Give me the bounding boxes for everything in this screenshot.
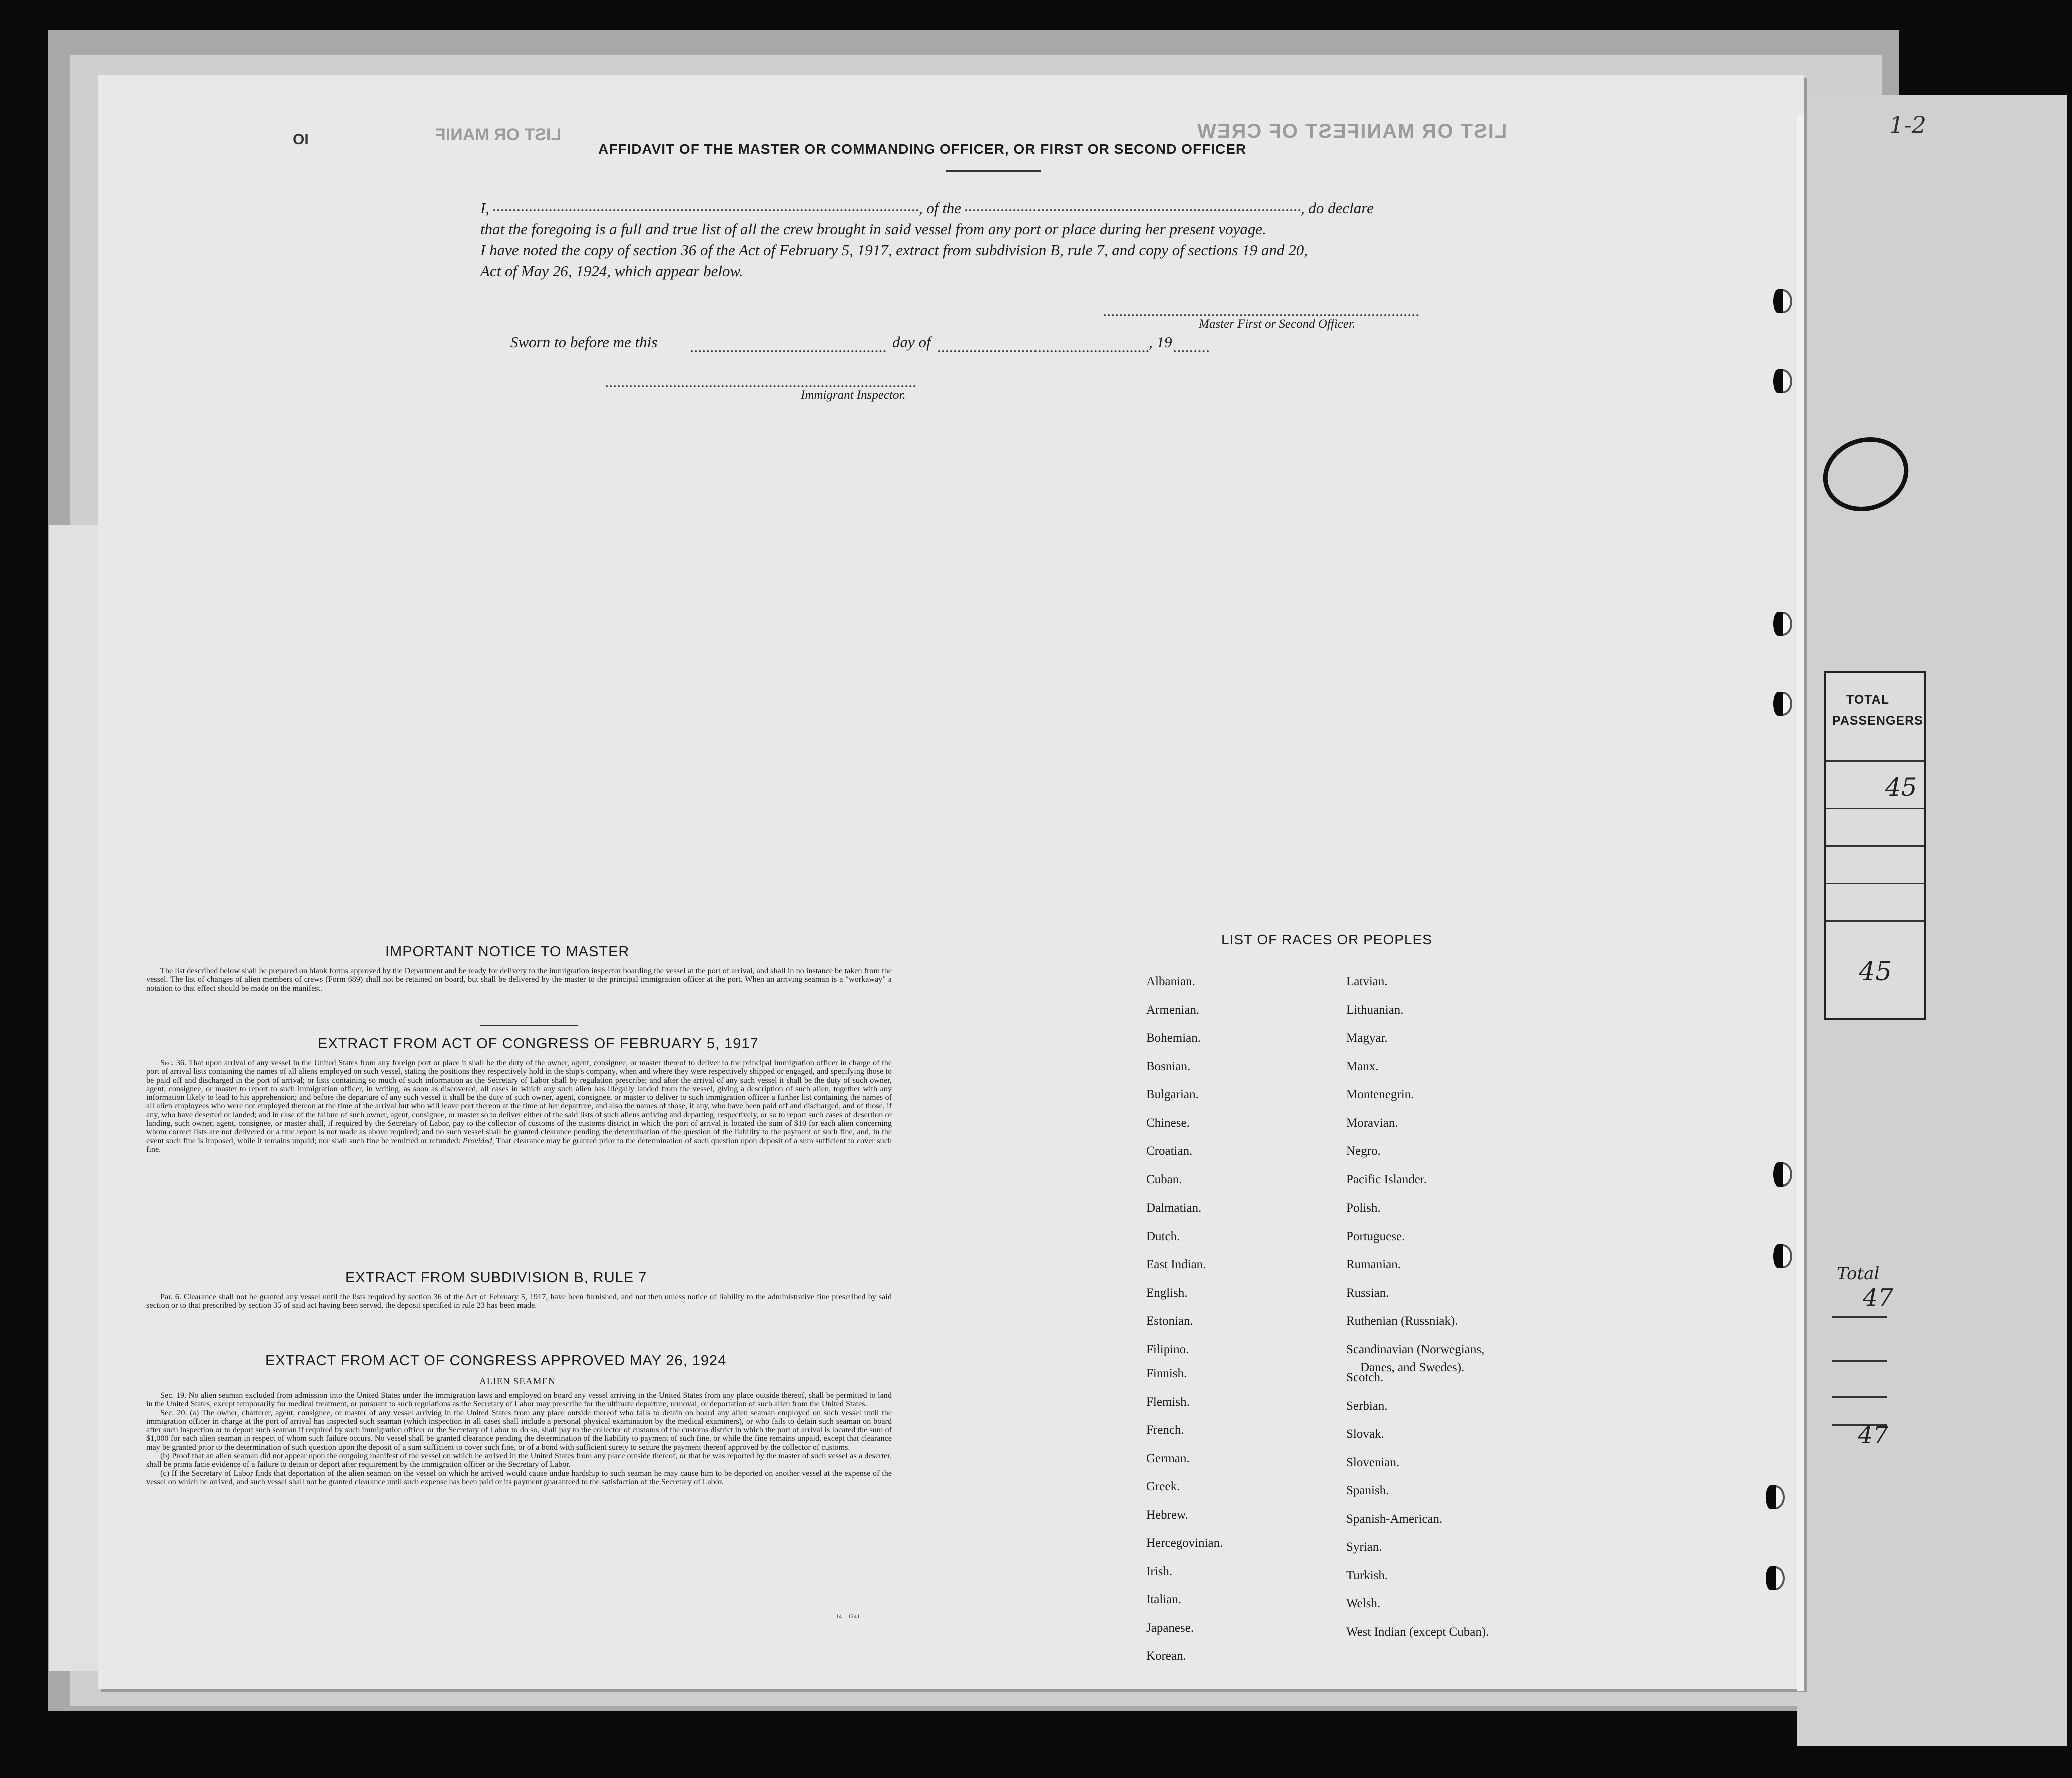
box-divider: [1826, 920, 1924, 922]
inspector-caption: Immigrant Inspector.: [801, 388, 906, 402]
section-20b-paragraph: (b) Proof that an alien seaman did not appear upon the outgoing manifest of the vessel on which he arrived in the United States from any place outside thereof, or that he was reported by the master of such vessel as a deserter, shall be prima facie evidence of a failure to detain or deport after requirement by the immigration officer or the Secretary of Labor.: [146, 1451, 892, 1469]
sworn-day-blank[interactable]: [691, 350, 886, 352]
extract-1917-text: [146, 1059, 892, 1154]
race-item: West Indian (except Cuban).: [1346, 1625, 1489, 1639]
day-of-label: day of: [892, 333, 931, 351]
total-passengers-title-2: PASSENGERS: [1832, 714, 1923, 728]
race-item: Syrian.: [1346, 1540, 1382, 1554]
races-title: LIST OF RACES OR PEOPLES: [1221, 932, 1432, 947]
section-19-paragraph: Sec. 19. No alien seaman excluded from admission into the United States under the immigration laws and employed on board any vessel arriving in the United States from any place outside thereof, shall be permitted to land in the United States, except temporarily for medical treatment, or pursuant to such regulations as the Secretary of Labor may prescribe for the ultimate departure, removal, or deportation of such alien from the United States.: [146, 1391, 892, 1409]
binder-hole: [1773, 289, 1792, 313]
declaration-i: I,: [480, 199, 490, 217]
race-item: Croatian.: [1146, 1144, 1193, 1158]
sworn-month-blank[interactable]: [938, 350, 1149, 352]
race-item: Dalmatian.: [1146, 1201, 1202, 1215]
race-item: Negro.: [1346, 1144, 1381, 1158]
race-item: Manx.: [1346, 1059, 1379, 1073]
vessel-blank[interactable]: [965, 209, 1301, 211]
race-item: Chinese.: [1146, 1116, 1190, 1130]
alien-seamen-subtitle: ALIEN SEAMEN: [479, 1376, 556, 1387]
total-count-1: 47: [1863, 1284, 1894, 1312]
race-item: Polish.: [1346, 1201, 1381, 1215]
race-item: Spanish.: [1346, 1484, 1389, 1497]
race-item: Bulgarian.: [1146, 1088, 1199, 1101]
total-label: Total: [1837, 1264, 1880, 1284]
race-item: Turkish.: [1346, 1568, 1388, 1582]
race-item: Korean.: [1146, 1649, 1186, 1663]
extract-1917-title: EXTRACT FROM ACT OF CONGRESS OF FEBRUARY 5, 1917: [318, 1036, 759, 1052]
race-item: English.: [1146, 1286, 1188, 1300]
signer-signature-line[interactable]: [1104, 314, 1419, 316]
race-item: Scandinavian (Norwegians,: [1346, 1342, 1485, 1356]
sworn-label: Sworn to before me this: [510, 333, 658, 351]
race-item: Rumanian.: [1346, 1258, 1401, 1271]
race-item: Danes, and Swedes).: [1360, 1360, 1465, 1374]
race-item: Cuban.: [1146, 1172, 1182, 1187]
section-36-tail: That clearance may be granted prior to the determination of such question upon deposit of a sum sufficient to cover such fine.: [146, 1136, 892, 1154]
race-item: Moravian.: [1346, 1116, 1398, 1130]
sheet-number-handwritten: 1-2: [1889, 111, 1927, 138]
signer-caption: Master First or Second Officer.: [1199, 317, 1356, 331]
form-number: 14—1241: [836, 1613, 860, 1620]
race-item: Flemish.: [1146, 1395, 1190, 1409]
binder-hole: [1773, 612, 1792, 636]
race-item: Hebrew.: [1146, 1508, 1188, 1522]
race-item: Armenian.: [1146, 1003, 1200, 1017]
inspector-signature-line[interactable]: [606, 385, 916, 387]
declaration-text: [480, 198, 1449, 282]
race-item: Serbian.: [1346, 1399, 1388, 1413]
extract-rule7-text: [146, 1293, 892, 1310]
binder-hole: [1773, 1244, 1792, 1268]
race-item: Latvian.: [1346, 975, 1388, 988]
ghost-title-left: LIST OR MANIF: [435, 125, 562, 144]
race-item: Slovak.: [1346, 1427, 1384, 1441]
race-item: Spanish-American.: [1346, 1512, 1443, 1526]
box-divider: [1826, 883, 1924, 884]
race-item: Magyar.: [1346, 1031, 1388, 1045]
declaration-of-the: , of the: [918, 199, 962, 217]
race-item: Greek.: [1146, 1480, 1180, 1493]
provided-word: Provided,: [462, 1136, 494, 1145]
box-divider: [1826, 760, 1924, 762]
total-passengers-title-1: TOTAL: [1846, 693, 1890, 707]
circle-mark-icon: [1817, 425, 1917, 525]
declaration-line-2: that the foregoing is a full and true list of all the crew brought in said vessel from any port or place during her present voyage.: [480, 220, 1266, 238]
race-item: Russian.: [1346, 1286, 1389, 1300]
race-item: Ruthenian (Russniak).: [1346, 1314, 1458, 1328]
extract-1924-text: [146, 1391, 892, 1486]
total-rule: [1832, 1316, 1887, 1318]
declaration-line-3: I have noted the copy of section 36 of the Act of February 5, 1917, extract from subdivision B, rule 7, and copy of sections 19 and 20,: [480, 241, 1308, 259]
rule7-paragraph: Par. 6. Clearance shall not be granted any vessel until the lists required by section 36 of the Act of February 5, 1917, have been furnished, and not then unless notice of liability to the administrative fine prescribed by said section or to that prescribed by section 35 of said act having been served, the deposit specified in rule 23 has been made.: [146, 1292, 892, 1310]
section-20a-paragraph: Sec. 20. (a) The owner, charterer, agent, consignee, or master of any vessel arriving in the United States from any place outside thereof who fails to detain on board any alien seaman employed on such vessel until the immigration officer in charge at the port of arrival has inspected such seaman (which inspection in all cases shall include a personal physical examination by the medical examiners), or who fails to detain such seaman on board after such inspection or to deport such seaman if required by such immigration officer or the Secretary of Labor to do so, shall pay to the collector of customs of the customs district in which the port of arrival is located the sum of $1,000 for each alien seaman in respect of whom such failure occurs. No vessel shall be granted clearance pending the determination of the liability to payment of such fine, or while the fine remains unpaid, except that clearance may be granted prior to the determination of such question upon the deposit of a sum sufficient to cover such fine, or of a bond with sufficient surety to secure the payment thereof approved by the collector of customs.: [146, 1408, 892, 1452]
binder-hole: [1766, 1566, 1785, 1590]
race-item: Irish.: [1146, 1564, 1173, 1578]
binder-hole: [1773, 692, 1792, 716]
race-item: Bosnian.: [1146, 1059, 1191, 1073]
name-blank[interactable]: [493, 209, 919, 211]
passengers-count-2: 45: [1859, 957, 1892, 987]
race-item: Albanian.: [1146, 975, 1195, 988]
race-item: Montenegrin.: [1346, 1088, 1414, 1101]
box-divider: [1826, 845, 1924, 847]
notice-text: [146, 967, 892, 993]
total-passengers-box: [1824, 671, 1926, 1020]
declaration-declare: , do declare: [1300, 199, 1374, 217]
race-item: Hercegovinian.: [1146, 1536, 1223, 1550]
binder-hole: [1773, 369, 1792, 393]
year-prefix: , 19: [1149, 333, 1172, 351]
race-item: East Indian.: [1146, 1258, 1206, 1271]
page-number-mark: OI: [293, 131, 309, 148]
left-underlying-strip: [49, 525, 104, 1671]
ghost-title-right: LIST OR MANIFEST OF CREW: [1196, 120, 1507, 142]
race-item: Japanese.: [1146, 1621, 1194, 1635]
race-item: Italian.: [1146, 1593, 1182, 1606]
total-rule: [1832, 1396, 1887, 1398]
race-item: Welsh.: [1346, 1597, 1381, 1610]
race-item: Slovenian.: [1346, 1455, 1400, 1469]
section-36-body: That upon arrival of any vessel in the United States from any foreign port or place it shall be the duty of the owner, agent, consignee, or master thereof to deliver to the principal immigration officer in charge of the port of arrival lists containing the names of all aliens employed on such vessel, stating the positions they respectively hold in the ship's company, when and where they were respectively shipped or engaged, and specifying those to be paid off and discharged in the port of arrival; or lists containing so much of such information as the Secretary of Labor shall by regulation prescribe; and after the arrival of any such vessel it shall be the duty of such owner, agent, consignee, or master to report to such immigration officer, in writing, as soon as discovered, all cases in which any such alien has illegally landed from the vessel, giving a description of such alien, together with any information likely to lead to his apprehension; and before the departure of any such vessel it shall be the duty of such owner, agent, consignee, or master to deliver to such immigration officer a further list containing the names of all alien employees who were not employed thereon at the time of the arrival but who will leave port thereon at the time of her departure, and also the names of those, if any, who have been paid off and discharged, and of those, if any, who have deserted or landed; and in case of the failure of such owner, agent, consignee, or master so to deliver either of the said lists of such aliens arriving and departing, respectively, or so to report such cases of desertion or landing, such owner, agent, consignee, or master shall, if required by the Secretary of Labor, pay to the collector of customs of the customs district in which the port of arrival is located the sum of $10 for each alien concerning whom correct lists are not delivered or a true report is not made as above required; and no such vessel shall be granted clearance pending the determination of the question of the liability to the payment of such fine, and, in the event such fine is imposed, while it remains unpaid; nor shall such fine be remitted or refunded:: [146, 1058, 892, 1145]
total-count-2: 47: [1858, 1421, 1889, 1449]
extract-rule7-title: EXTRACT FROM SUBDIVISION B, RULE 7: [345, 1270, 647, 1286]
race-item: Lithuanian.: [1346, 1003, 1404, 1017]
box-divider: [1826, 808, 1924, 809]
race-item: French.: [1146, 1423, 1184, 1437]
binder-hole: [1766, 1485, 1785, 1509]
notice-divider: [480, 1025, 578, 1026]
section-36-label: Sec. 36.: [160, 1058, 187, 1067]
total-rule: [1832, 1360, 1887, 1362]
page-edge: [1797, 115, 1804, 1691]
passengers-count-1: 45: [1885, 773, 1917, 802]
race-item: Pacific Islander.: [1346, 1172, 1427, 1187]
declaration-line-4: Act of May 26, 1924, which appear below.: [480, 262, 743, 280]
race-item: Dutch.: [1146, 1229, 1180, 1243]
race-item: Scotch.: [1346, 1371, 1384, 1384]
race-item: German.: [1146, 1451, 1190, 1465]
race-item: Filipino.: [1146, 1342, 1189, 1356]
sworn-year-blank[interactable]: [1174, 350, 1209, 352]
race-item: Finnish.: [1146, 1367, 1187, 1380]
binder-hole: [1773, 1162, 1792, 1187]
extract-1924-title: EXTRACT FROM ACT OF CONGRESS APPROVED MAY 26, 1924: [265, 1353, 727, 1369]
notice-paragraph: The list described below shall be prepared on blank forms approved by the Department and be ready for delivery to the immigration inspector boarding the vessel at the port of arrival, and shall in no instance be taken from the vessel. The list of changes of alien members of crews (Form 689) shall not be retained on board, but shall be delivered by the master to the principal immigration officer at the port. When an arriving seaman is a "workaway" a notation to that effect should be made on the manifest.: [146, 966, 892, 993]
race-item: Estonian.: [1146, 1314, 1193, 1328]
affidavit-title: AFFIDAVIT OF THE MASTER OR COMMANDING OFFICER, OR FIRST OR SECOND OFFICER: [598, 141, 1247, 157]
title-rule: [946, 170, 1041, 172]
section-20c-paragraph: (c) If the Secretary of Labor finds that deportation of the alien seaman on the vessel on which he arrived would cause undue hardship to such seaman he may cause him to be deported on another vessel at the expense of the vessel on which he arrived, and such vessel shall not be granted clearance until such expense has been paid or its payment guaranteed to the satisfaction of the Secretary of Labor.: [146, 1468, 892, 1486]
race-item: Portuguese.: [1346, 1229, 1405, 1243]
notice-title: IMPORTANT NOTICE TO MASTER: [385, 944, 630, 960]
race-item: Bohemian.: [1146, 1031, 1201, 1045]
